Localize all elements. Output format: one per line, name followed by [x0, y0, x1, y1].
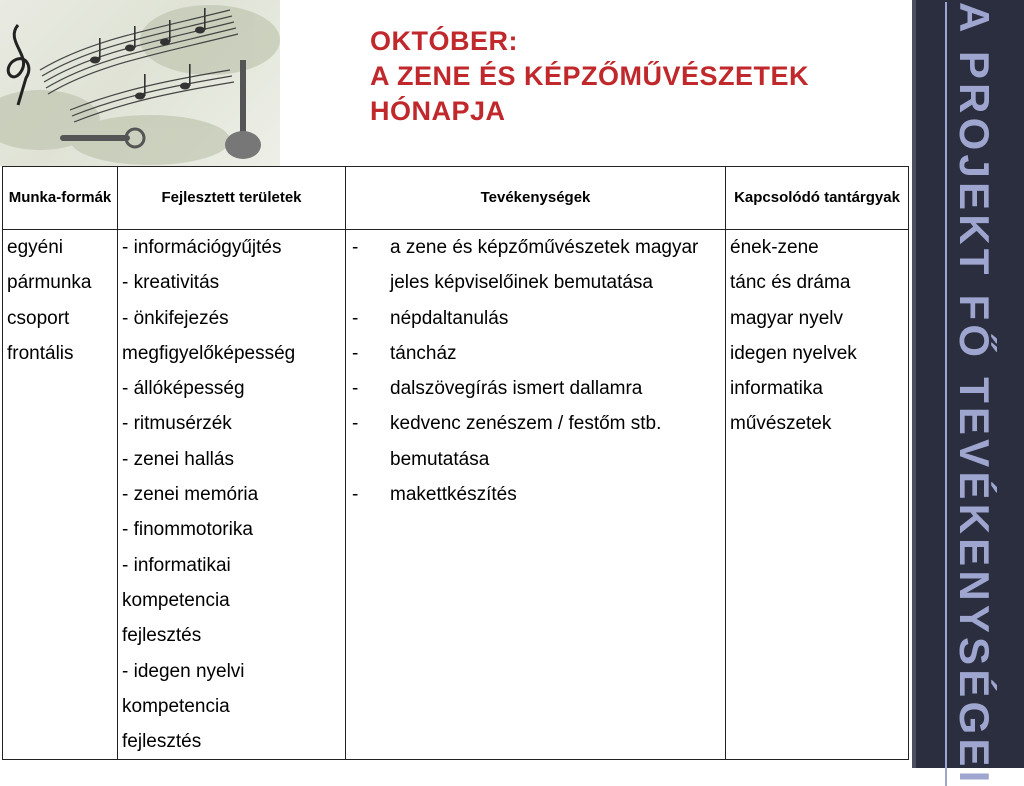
- dash-bullet-icon: -: [352, 378, 359, 400]
- work-form-item: pármunka: [7, 272, 92, 294]
- title-line-3: HÓNAPJA: [370, 96, 506, 126]
- developed-area-item: megfigyelőképesség: [122, 342, 296, 364]
- dash-bullet-icon: -: [352, 413, 359, 435]
- vertical-section-title: A PROJEKT FŐ TEVÉKENYSÉGEI: [951, 2, 998, 786]
- header-activities: Tevékenységek: [346, 167, 726, 230]
- title-line-1: OKTÓBER:: [370, 26, 518, 56]
- header-subjects: Kapcsolódó tantárgyak: [726, 167, 909, 230]
- music-notes-illustration: [0, 0, 280, 166]
- activity-text: táncház: [390, 342, 457, 364]
- activity-text: dalszövegírás ismert dallamra: [390, 378, 643, 400]
- developed-area-item: kompetencia: [122, 695, 230, 717]
- list-item: [350, 406, 722, 477]
- work-forms-cell: [3, 230, 118, 760]
- developed-area-item: fejlesztés: [122, 625, 202, 647]
- developed-area-item: - önkifejezés: [122, 307, 229, 329]
- header-work-forms: Munka-formák: [3, 167, 118, 230]
- activity-text: kedvenc zenészem / festőm stb. bemutatása: [390, 413, 662, 470]
- slide-title: [370, 24, 890, 129]
- subject-item: idegen nyelvek: [730, 342, 857, 364]
- developed-area-item: fejlesztés: [122, 731, 202, 753]
- table-header-row: [3, 167, 909, 230]
- subject-item: informatika: [730, 378, 823, 400]
- dash-bullet-icon: -: [352, 307, 359, 329]
- activity-text: népdaltanulás: [390, 307, 509, 329]
- activity-text: makettkészítés: [390, 484, 517, 506]
- header-developed-areas: Fejlesztett területek: [118, 167, 346, 230]
- dash-bullet-icon: -: [352, 237, 359, 258]
- developed-area-item: - zenei memória: [122, 484, 259, 506]
- list-item: [350, 477, 722, 512]
- list-item: [350, 371, 722, 406]
- activities-cell: [346, 230, 726, 760]
- developed-area-item: kompetencia: [122, 589, 230, 611]
- subject-item: magyar nyelv: [730, 307, 843, 329]
- developed-area-item: - zenei hallás: [122, 448, 234, 470]
- developed-area-item: - ritmusérzék: [122, 413, 232, 435]
- developed-areas-cell: [118, 230, 346, 760]
- developed-area-item: - kreativitás: [122, 272, 220, 294]
- activities-list: [350, 230, 722, 512]
- dash-bullet-icon: -: [352, 484, 359, 506]
- table-row: [3, 230, 909, 760]
- work-form-item: egyéni: [7, 237, 63, 258]
- subjects-cell: [726, 230, 909, 760]
- side-band-edge: [912, 0, 916, 768]
- list-item: [350, 301, 722, 336]
- subject-item: ének-zene: [730, 237, 819, 258]
- activities-table: [2, 166, 909, 760]
- music-collage-image: [0, 0, 280, 166]
- title-line-2: A ZENE ÉS KÉPZŐMŰVÉSZETEK: [370, 61, 810, 91]
- list-item: [350, 230, 722, 301]
- list-item: [350, 336, 722, 371]
- developed-area-item: - informatikai: [122, 554, 231, 576]
- developed-area-item: - idegen nyelvi: [122, 660, 245, 682]
- work-form-item: csoport: [7, 307, 70, 329]
- dash-bullet-icon: -: [352, 342, 359, 364]
- developed-area-item: - finommotorika: [122, 519, 253, 541]
- work-form-item: frontális: [7, 342, 74, 364]
- subject-item: művészetek: [730, 413, 832, 435]
- activity-text: a zene és képzőművészetek magyar jeles képviselőinek bemutatása: [390, 237, 699, 294]
- developed-area-item: - információgyűjtés: [122, 237, 282, 258]
- developed-area-item: - állóképesség: [122, 378, 245, 400]
- subject-item: tánc és dráma: [730, 272, 851, 294]
